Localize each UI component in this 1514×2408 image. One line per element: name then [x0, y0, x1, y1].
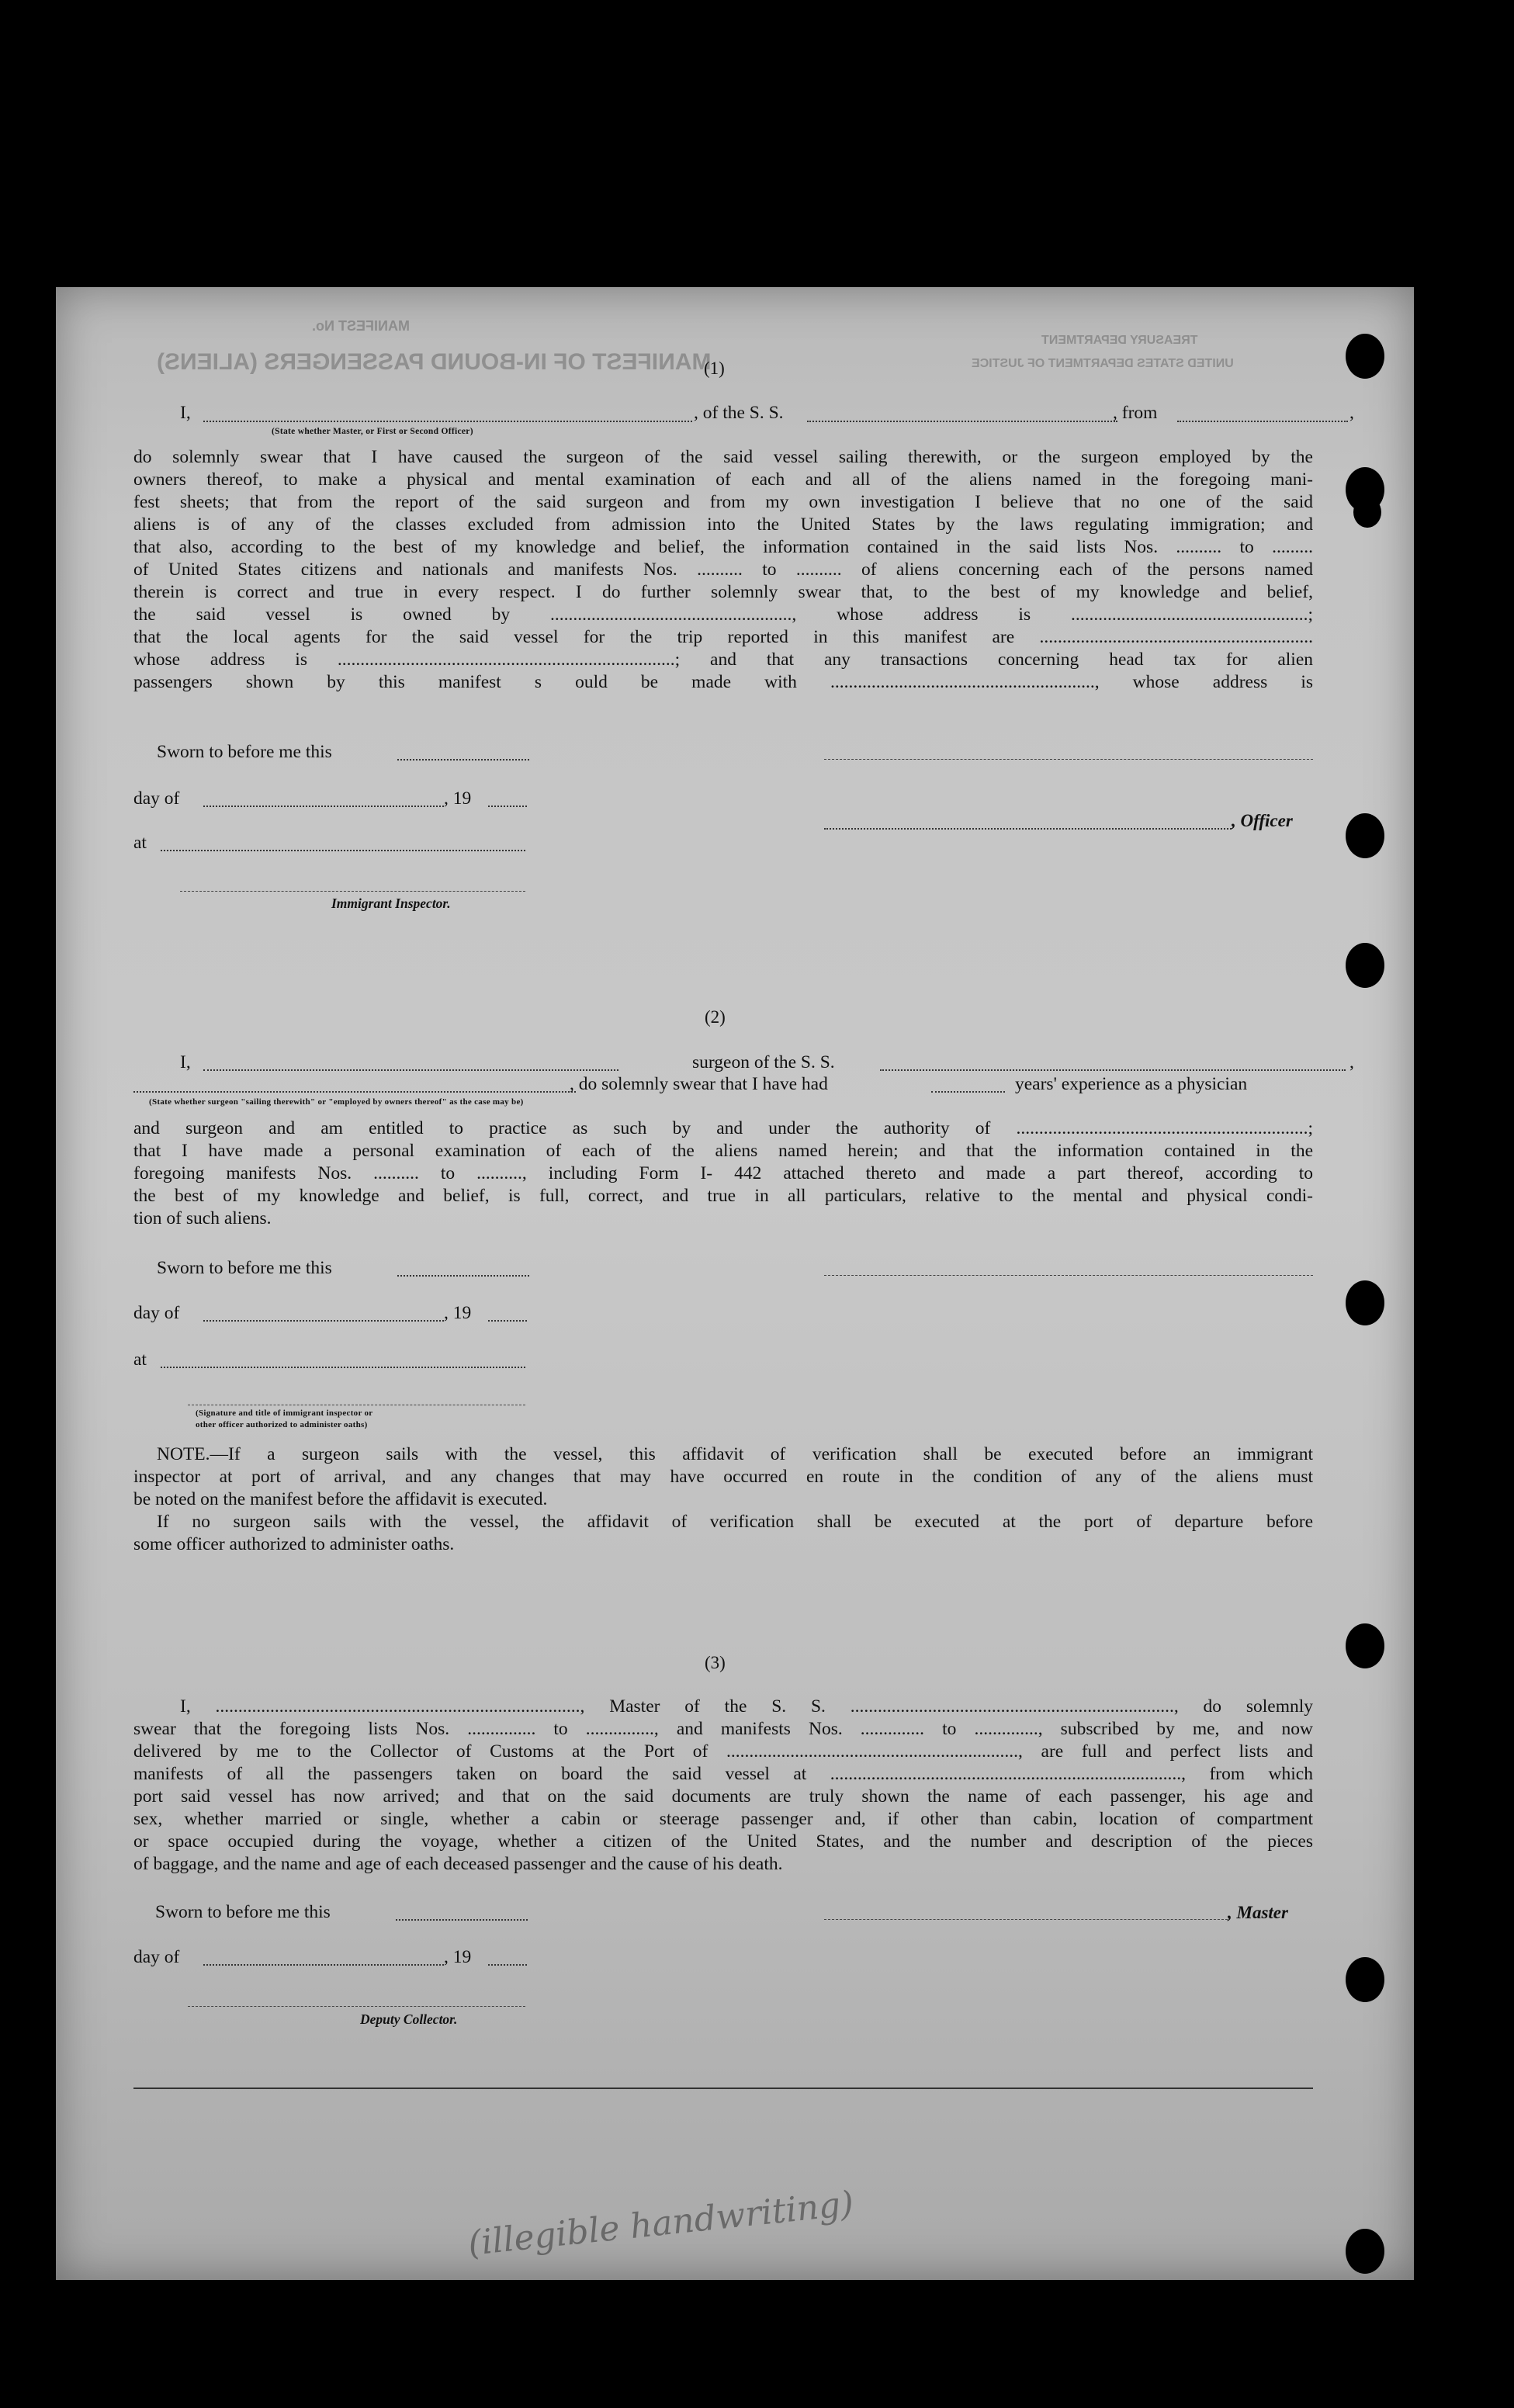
s2-i-label: I,	[180, 1052, 191, 1072]
s2-line-2: that I have made a personal examination of each of the aliens named herein; and that the information contained in the	[133, 1141, 1313, 1161]
punch-hole	[1346, 334, 1384, 379]
s1-state-note: (State whether Master, or First or Second Officer)	[272, 427, 473, 436]
s1-line-7: therein is correct and true in every respect. I do further solemnly swear that, to the best of my knowledge and belief,	[133, 582, 1313, 602]
s2-line-4: the best of my knowledge and belief, is full, correct, and true in all particulars, relative to the mental and physical condi-	[133, 1186, 1313, 1206]
s2-surgeon-name-field	[203, 1069, 618, 1071]
ghost-dept2: UNITED STATES DEPARTMENT OF JUSTICE	[972, 357, 1234, 370]
punch-hole	[1353, 497, 1381, 528]
s1-vessel-field	[807, 421, 1117, 422]
section-1-number: (1)	[704, 359, 725, 378]
s3-sworn-label: Sworn to before me this	[155, 1902, 331, 1922]
s2-note-line-1: NOTE.—If a surgeon sails with the vessel, this affidavit of verification shall be executed before an immigrant	[157, 1444, 1313, 1464]
punch-hole	[1346, 1280, 1384, 1325]
s3-collector-label: Deputy Collector.	[360, 2011, 458, 2027]
s2-note2	[133, 1511, 1313, 1533]
section-3-number: (3)	[705, 1653, 726, 1672]
s1-at-label: at	[133, 833, 147, 853]
s1-officer-signature-line	[824, 759, 1313, 760]
s1-day-field	[203, 806, 444, 807]
s2-state-note: (State whether surgeon "sailing therewith" or "employed by owners thereof" as the case may be)	[149, 1097, 524, 1107]
s1-end-comma: ,	[1349, 403, 1354, 423]
s1-from-field	[1177, 421, 1348, 422]
s3-line-3: delivered by me to the Collector of Customs at the Port of ................................................................, are full and perfect lists and	[133, 1741, 1313, 1762]
s3-line-6: sex, whether married or single, whether a cabin or steerage passenger and, if other than cabin, location of compartment	[133, 1809, 1313, 1829]
s2-last-line: tion of such aliens.	[133, 1208, 272, 1228]
s2-sworn-field	[397, 1275, 529, 1277]
s2-years-field	[931, 1091, 1005, 1093]
punch-hole	[1346, 943, 1384, 988]
s3-year-label: , 19	[444, 1947, 472, 1967]
punch-hole	[1346, 813, 1384, 858]
s2-at-field	[161, 1367, 525, 1368]
s2-note	[133, 1443, 1313, 1488]
s2-body	[133, 1117, 1313, 1207]
s2-note-line-2: inspector at port of arrival, and any changes that may have occurred en route in the condition of any of the aliens must	[133, 1467, 1313, 1487]
s2-vessel-field	[880, 1069, 1346, 1071]
s2-swear-label: , do solemnly swear that I have had	[570, 1074, 828, 1094]
s1-line-6: of United States citizens and nationals and manifests Nos. .......... to .......... of aliens concerning each of the persons named	[133, 560, 1313, 580]
s2-note-last: be noted on the manifest before the affidavit is executed.	[133, 1489, 548, 1509]
s3-body	[133, 1696, 1313, 1853]
s1-inspector-signature-line	[180, 891, 525, 892]
s2-year-label: , 19	[444, 1303, 472, 1323]
s1-line-1: do solemnly swear that I have caused the surgeon of the said vessel sailing therewith, or the surgeon employed by the	[133, 447, 1313, 467]
s2-sig-note-2: other officer authorized to administer oaths)	[196, 1420, 368, 1429]
ghost-dept: TREASURY DEPARTMENT	[1041, 334, 1198, 347]
s2-line-1: and surgeon and am entitled to practice as such by and under the authority of ................................................................;	[133, 1118, 1313, 1138]
s1-officer-field	[824, 828, 1232, 830]
s3-master-label: , Master	[1228, 1903, 1288, 1922]
form-page	[56, 287, 1414, 2280]
s2-sig-note-1: (Signature and title of immigrant inspector or	[196, 1408, 373, 1418]
s3-day-of-label: day of	[133, 1947, 180, 1967]
s2-line-3: foregoing manifests Nos. .......... to .........., including Form I- 442 attached thereto and made a part thereof, according to	[133, 1163, 1313, 1183]
s2-note2-last: some officer authorized to administer oaths.	[133, 1534, 455, 1554]
s1-line-3: fest sheets; that from the report of the said surgeon and from my own investigation I believe that no one of the said	[133, 492, 1313, 512]
s1-line-11: passengers shown by this manifest s ould be made with .........................................................., whose address is	[133, 672, 1313, 692]
s1-line-9: that the local agents for the said vessel for the trip reported in this manifest are ............................................................	[133, 627, 1313, 647]
s1-at-field	[161, 850, 525, 851]
s2-day-field	[203, 1320, 444, 1322]
s3-line-1: I, ................................................................................, Master of the S. S. ......................................................................., do solemnly	[180, 1696, 1313, 1717]
s1-year-field	[488, 806, 527, 807]
s3-day-field	[203, 1964, 444, 1966]
s1-day-of-label: day of	[133, 788, 180, 809]
s2-sworn-label: Sworn to before me this	[157, 1258, 332, 1278]
s1-officer-name-field	[203, 421, 692, 422]
s3-master-signature-line	[824, 1919, 1228, 1920]
s3-year-field	[488, 1964, 527, 1966]
s1-from-label: , from	[1113, 403, 1158, 423]
s2-end-comma: ,	[1349, 1052, 1354, 1072]
s1-i-label: I,	[180, 403, 191, 423]
s2-note2-line-1: If no surgeon sails with the vessel, the affidavit of verification shall be executed at the port of departure before	[157, 1512, 1313, 1532]
s3-line-4: manifests of all the passengers taken on board the said vessel at ............................................................................., from which	[133, 1764, 1313, 1784]
s3-line-5: port said vessel has now arrived; and that on the said documents are truly shown the name of each passenger, his age and	[133, 1786, 1313, 1807]
s2-surgeon-signature-line	[824, 1275, 1313, 1276]
s3-line-7: or space occupied during the voyage, whether a citizen of the United States, and the number and description of the pieces	[133, 1831, 1313, 1852]
s1-inspector-label: Immigrant Inspector.	[331, 896, 451, 911]
s3-line-2: swear that the foregoing lists Nos. ............... to ..............., and manifests Nos. .............. to .............., subscribed by me, and now	[133, 1719, 1313, 1739]
section-2-number: (2)	[705, 1007, 726, 1027]
s1-sworn-label: Sworn to before me this	[157, 742, 332, 762]
bottom-rule	[133, 2088, 1313, 2089]
s2-year-field	[488, 1320, 527, 1322]
ghost-title: MANIFEST OF IN-BOUND PASSENGERS (ALIENS)	[157, 349, 712, 375]
s3-sworn-field	[396, 1919, 528, 1921]
s2-at-label: at	[133, 1350, 147, 1370]
handwriting-bottom: (illegible handwriting)	[466, 2184, 856, 2264]
s1-of-ss-label: , of the S. S.	[694, 403, 784, 423]
s3-collector-signature-line	[188, 2006, 525, 2007]
s1-line-2: owners thereof, to make a physical and mental examination of each and all of the aliens named in the foregoing mani-	[133, 469, 1313, 490]
s1-line-5: that also, according to the best of my knowledge and belief, the information contained in the said lists Nos. .......... to .........	[133, 537, 1313, 557]
s2-surgeon-of-label: surgeon of the S. S.	[692, 1052, 835, 1072]
s2-day-of-label: day of	[133, 1303, 180, 1323]
s2-years-label: years' experience as a physician	[1015, 1074, 1248, 1094]
punch-hole	[1346, 1623, 1384, 1668]
s1-sworn-field	[397, 759, 529, 761]
s1-line-10: whose address is ..........................................................................; and that any transactions concerning head tax for alien	[133, 650, 1313, 670]
s1-year-label: , 19	[444, 788, 472, 809]
s1-officer-label: , Officer	[1232, 811, 1293, 830]
s2-name-field-2	[133, 1091, 576, 1093]
s1-line-4: aliens is of any of the classes excluded from admission into the United States by the laws regulating immigration; and	[133, 515, 1313, 535]
ghost-manifest-no: MANIFEST No.	[312, 318, 410, 334]
s1-body	[133, 446, 1313, 694]
punch-hole	[1346, 2229, 1384, 2274]
punch-hole	[1346, 1957, 1384, 2002]
s3-last-line: of baggage, and the name and age of each deceased passenger and the cause of his death.	[133, 1854, 783, 1874]
s1-line-8: the said vessel is owned by ....................................................., whose address is ....................................................;	[133, 605, 1313, 625]
